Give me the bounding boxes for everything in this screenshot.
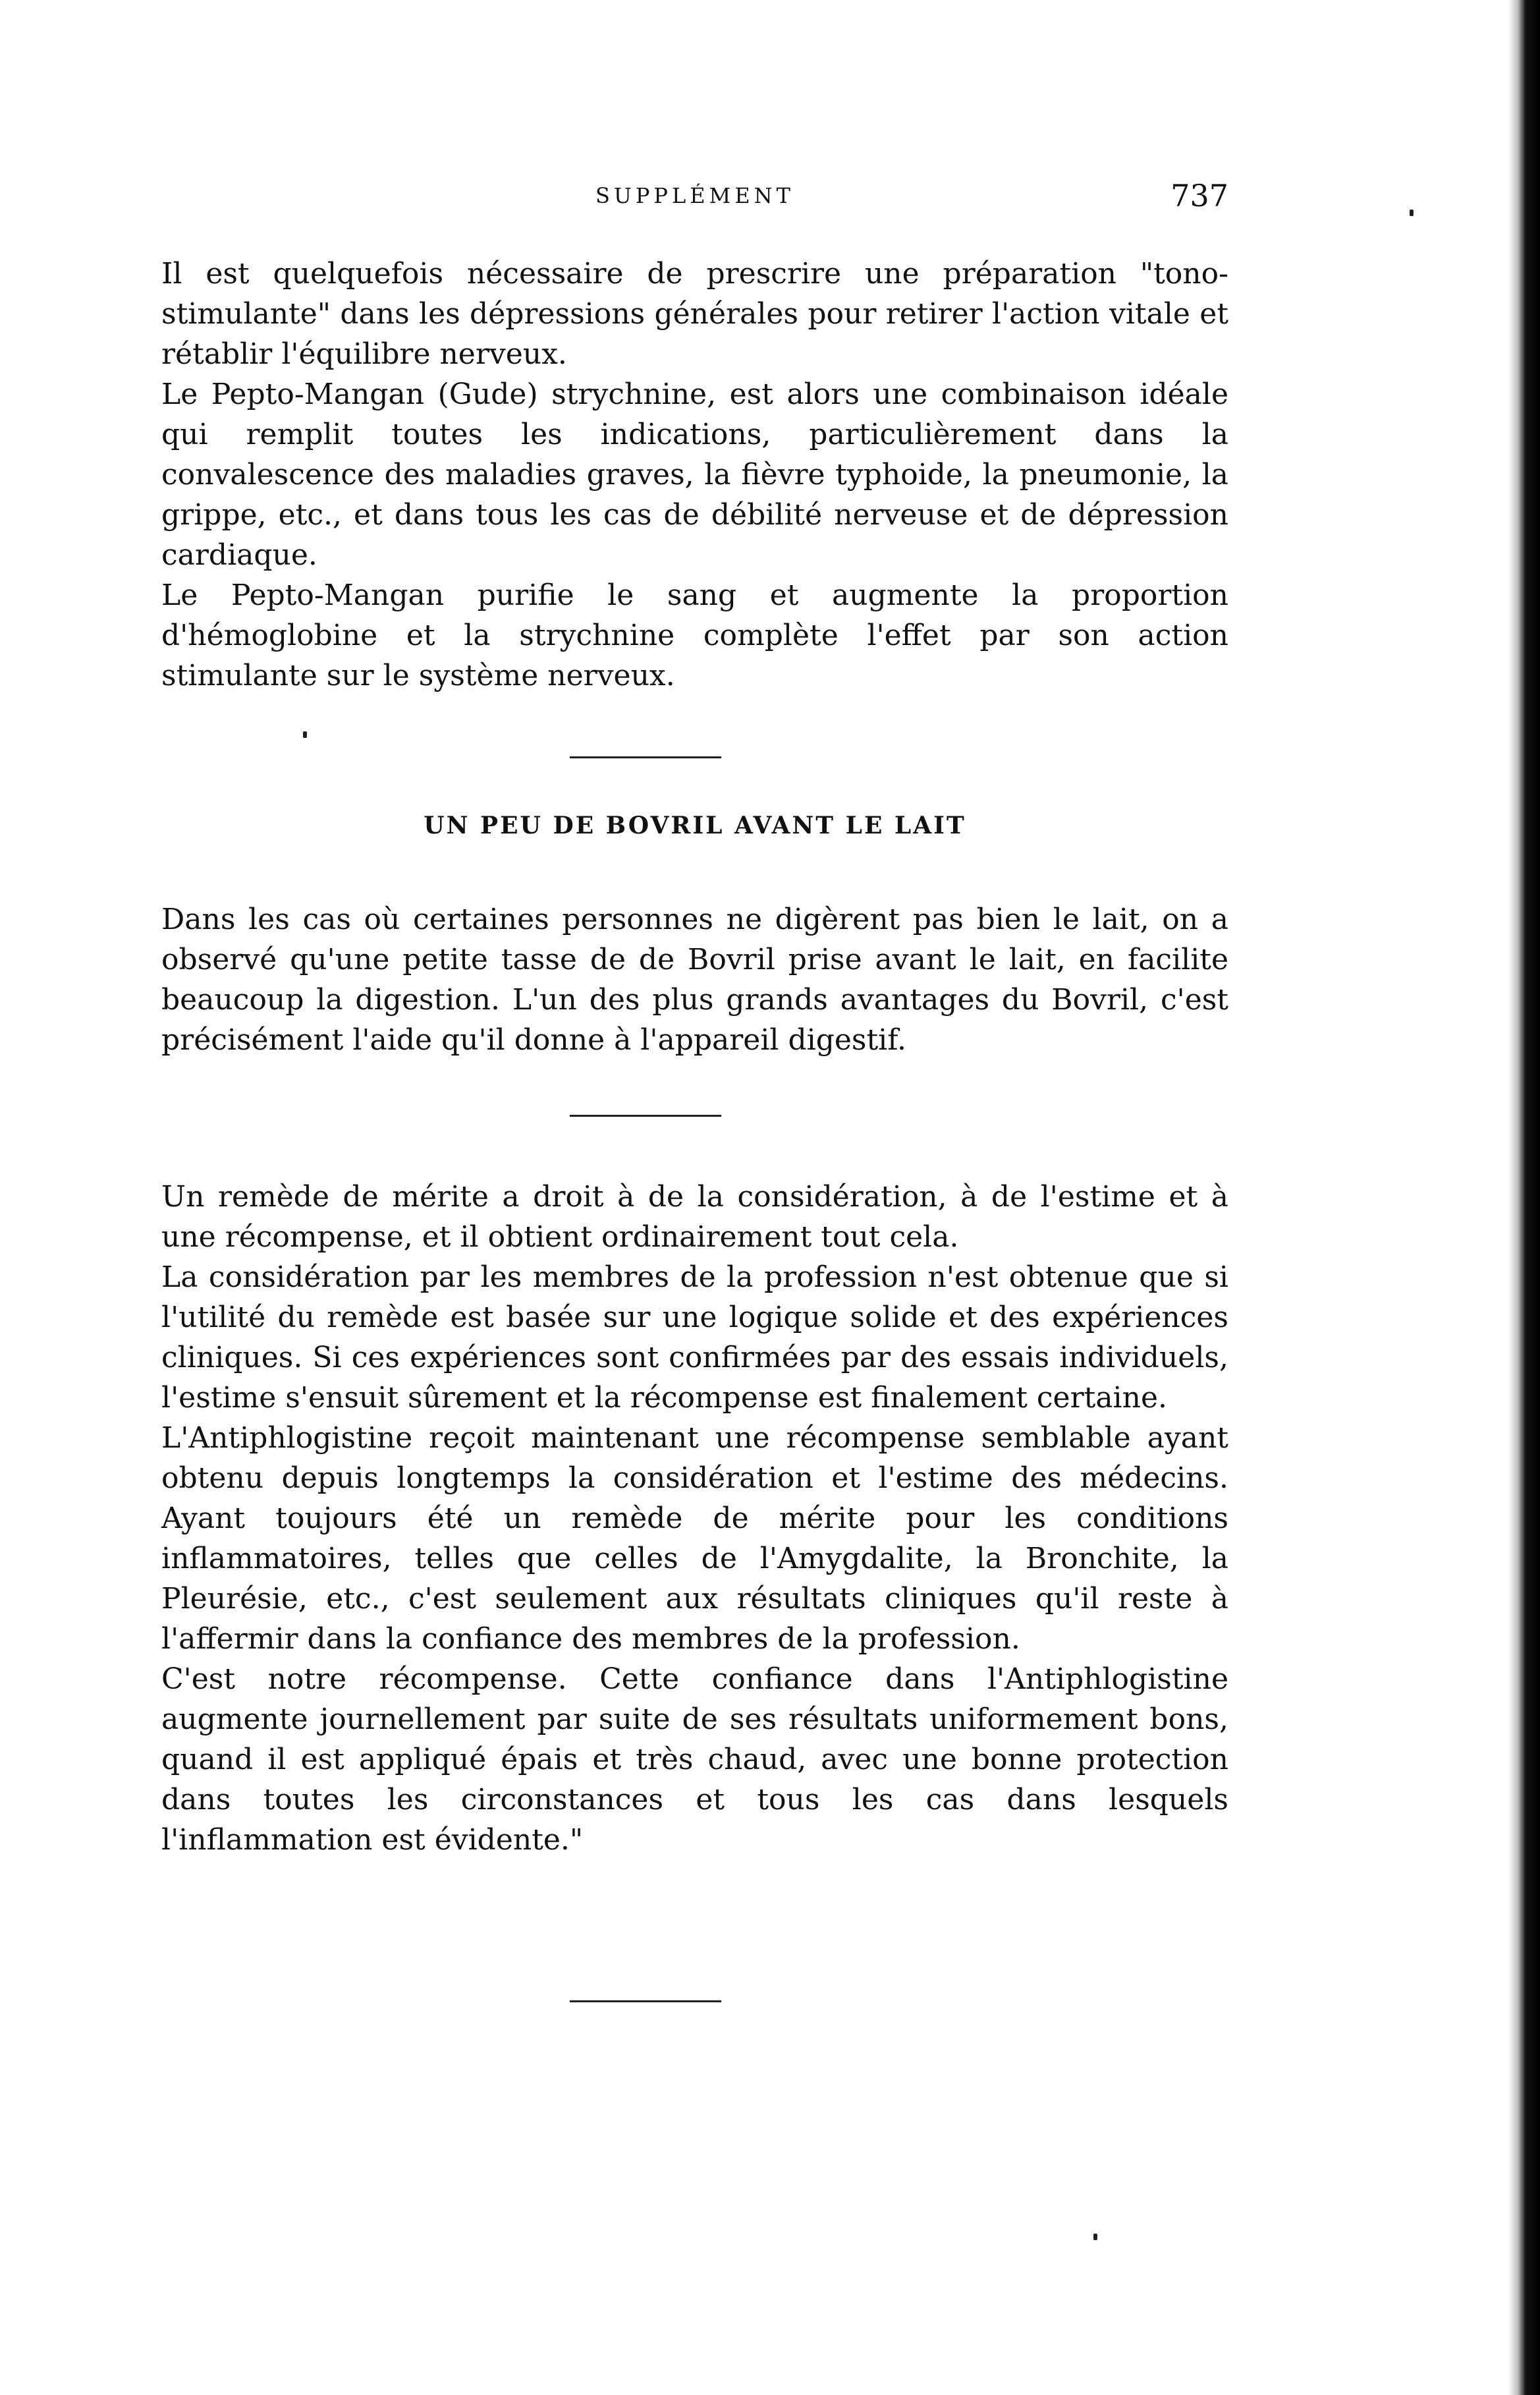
section-divider [570,756,721,758]
section-divider [570,1115,721,1117]
paragraph: Dans les cas où certaines personnes ne digèrent pas bien le lait, on a observé qu'une petite tasse de de Bovril prise avant le lait, en facilite beaucoup la digestion. L'un des plus grands avantages du Bovril, c'est précisément l'aide qu'il donne à l'appareil digestif. [161,903,1228,1057]
section-antiphlogistine [161,1177,1228,1860]
section-title: UN PEU DE BOVRIL AVANT LE LAIT [424,812,966,839]
section-divider [570,2000,721,2002]
paragraph: Le Pepto-Mangan purifie le sang et augmente la proportion d'hémoglobine et la strychnine complète l'effet par son action stimulante sur le système nerveux. [161,578,1228,692]
scan-speck [303,731,307,738]
binding-edge [1508,0,1540,2395]
section-pepto-mangan [161,254,1228,696]
paragraph: L'Antiphlogistine reçoit maintenant une récompense semblable ayant obtenu depuis longtemps la considération et l'estime des médecins. Ayant toujours été un remède de mérite pour les conditions inflammatoires, telles que celles de l'Amygdalite, la Bronchite, la Pleurésie, etc., c'est seulement aux résultats cliniques qu'il reste à l'affermir dans la confiance des membres de la profession. [161,1421,1228,1656]
paragraph: Le Pepto-Mangan (Gude) strychnine, est alors une combinaison idéale qui remplit toutes les indications, particulièrement dans la convalescence des maladies graves, la fièvre typhoide, la pneumonie, la grippe, etc., et dans tous les cas de débilité nerveuse et de dépression cardiaque. [161,378,1228,572]
page-header [161,178,1228,223]
running-head: SUPPLÉMENT [595,183,795,208]
paragraph: Il est quelquefois nécessaire de prescrire une préparation "tono-stimulante" dans les dépressions générales pour retirer l'action vitale et rétablir l'équilibre nerveux. [161,257,1228,371]
section-bovril [161,899,1228,1060]
scan-speck [1093,2234,1097,2240]
page-number: 737 [1170,178,1228,213]
paragraph: Un remède de mérite a droit à de la considération, à de l'estime et à une récompense, et il obtient ordinairement tout cela. [161,1180,1228,1254]
scan-speck [1410,210,1414,216]
paragraph: C'est notre récompense. Cette confiance dans l'Antiphlogistine augmente journellement par suite de ses résultats uniformement bons, quand il est appliqué épais et très chaud, avec une bonne protection dans toutes les circonstances et tous les cas dans lesquels l'inflammation est évidente." [161,1662,1228,1857]
paragraph: La considération par les membres de la profession n'est obtenue que si l'utilité du remède est basée sur une logique solide et des expériences cliniques. Si ces expériences sont confirmées par des essais individuels, l'estime s'ensuit sûrement et la récompense est finalement certaine. [161,1260,1228,1415]
